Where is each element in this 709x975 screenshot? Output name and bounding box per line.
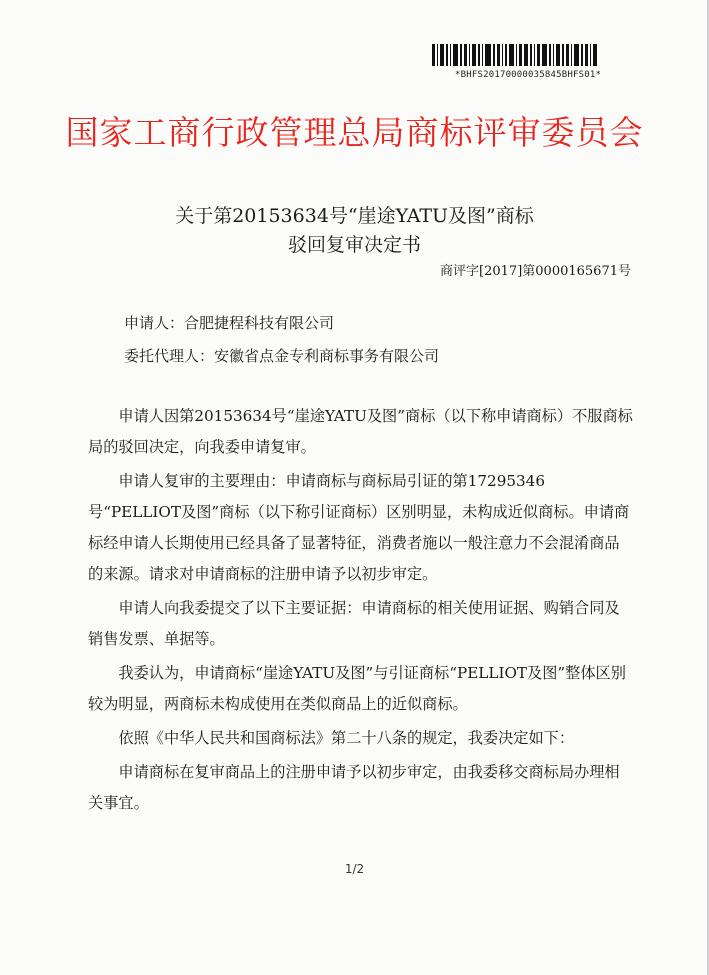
barcode <box>432 44 608 66</box>
organization-header: 国家工商行政管理总局商标评审委员会 <box>65 113 644 152</box>
paragraph: 我委认为，申请商标“崖途YATU及图”与引证商标“PELLIOT及图”整体区别较为明显，两商标未构成使用在类似商品上的近似商标。 <box>88 664 626 713</box>
paragraph: 申请商标在复审商品上的注册申请予以初步审定，由我委移交商标局办理相关事宜。 <box>88 763 620 812</box>
paragraph: 申请人因第20153634号“崖途YATU及图”商标（以下称申请商标）不服商标局的驳回决定，向我委申请复审。 <box>88 407 633 456</box>
barcode-number: *BHFS20170000035845BHFS01* <box>455 70 602 80</box>
agent: 委托代理人：安徽省点金专利商标事务有限公司 <box>124 347 440 365</box>
paragraph: 申请人向我委提交了以下主要证据：申请商标的相关使用证据、购销合同及销售发票、单据等。 <box>88 599 620 648</box>
paragraph: 申请人复审的主要理由：申请商标与商标局引证的第17295346号“PELLIOT及图”商标（以下称引证商标）区别明显，未构成近似商标。申请商标经申请人长期使用已经具备了显著特征，消费者施以一般注意力不会混淆商品的来源。请求对申请商标的注册申请予以初步审定。 <box>88 472 630 583</box>
decision-title-line2: 驳回复审决定书 <box>287 234 421 256</box>
applicant: 申请人：合肥捷程科技有限公司 <box>124 314 335 332</box>
decision-body <box>88 401 633 822</box>
decision-title-line1: 关于第20153634号“崖途YATU及图”商标 <box>175 205 534 227</box>
reference-number: 商评字[2017]第0000165671号 <box>440 264 631 279</box>
page-number: 1/2 <box>344 862 365 876</box>
paragraph: 依照《中华人民共和国商标法》第二十八条的规定，我委决定如下： <box>118 729 575 747</box>
